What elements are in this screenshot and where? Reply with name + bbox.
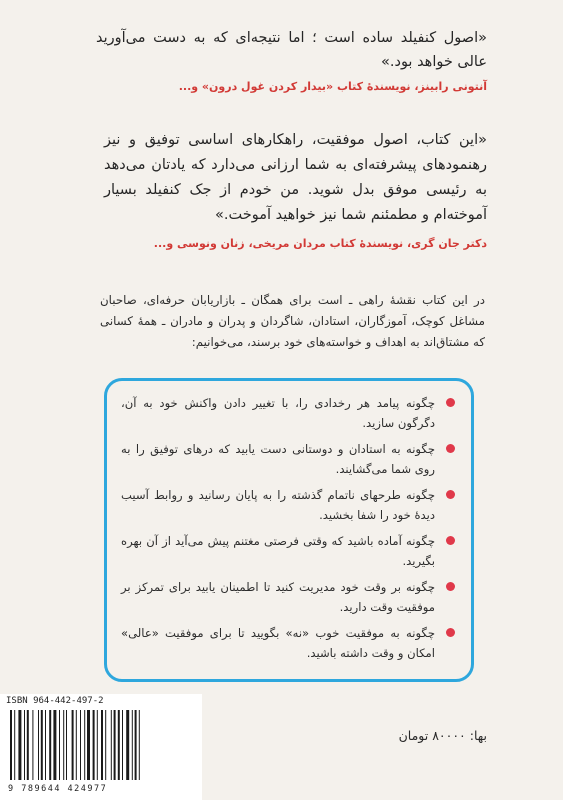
isbn-label: ISBN 964-442-497-2 (6, 696, 104, 706)
barcode-bar (93, 710, 95, 780)
barcode-bar (59, 710, 60, 780)
attribution-robbins: آنتونی رابینز، نویسندهٔ کتاب «بیدار کردن غول درون» و... (178, 80, 487, 93)
barcode-bar (132, 710, 133, 780)
benefit-item (121, 623, 455, 663)
barcode-panel (0, 694, 202, 800)
benefit-item (121, 439, 455, 479)
barcode-bar (10, 710, 12, 780)
barcode-number: 9 789644 424977 (8, 784, 108, 794)
barcode-bar (114, 710, 116, 780)
bullet-dot-icon (446, 628, 455, 637)
price-label: بها: ۸۰۰۰۰ تومان (398, 728, 487, 743)
barcode-bar (76, 710, 77, 780)
benefit-text: چگونه به استادان و دوستانی دست یابید که درهای توفیق را به روی شما می‌گشایند. (121, 442, 435, 476)
benefits-list (121, 393, 455, 669)
benefit-item (121, 393, 455, 433)
benefit-item (121, 577, 455, 617)
quote-robbins: «اصول کنفیلد ساده است ؛ اما نتیجه‌ای که به دست می‌آورید عالی خواهد بود.» (96, 30, 487, 70)
barcode-bar (53, 710, 56, 780)
barcode-bar (139, 710, 140, 780)
barcode-bar (45, 710, 46, 780)
barcode-bar (118, 710, 120, 780)
barcode-bar (105, 710, 106, 780)
barcode-bar (66, 710, 67, 780)
benefit-text: چگونه آماده باشید که وقتی فرصتی مغتنم پیش می‌آید از آن بهره بگیرید. (121, 534, 435, 568)
barcode-bar (24, 710, 25, 780)
barcode-bar (122, 710, 123, 780)
attribution-gray: دکتر جان گری، نویسندهٔ کتاب مردان مریخی، زنان ونوسی و... (153, 237, 487, 250)
barcode-bar (18, 710, 21, 780)
barcode-bar (32, 710, 33, 780)
benefit-text: چگونه پیامد هر رخدادی را، با تغییر دادن واکنش خود به آن، دگرگون سازید. (121, 396, 435, 430)
barcode-bar (101, 710, 103, 780)
barcode-bar (135, 710, 137, 780)
barcode-bar (80, 710, 81, 780)
benefit-text: چگونه طرحهای ناتمام گذشته را به پایان رسانید و روابط آسیب دیدهٔ خود را شفا بخشید. (121, 488, 435, 522)
quote-gray: «این کتاب، اصول موفقیت، راهکارهای اساسی توفیق و نیز رهنمودهای پیشرفته‌ای به شما ارزانی می‌دارد که یادتان می‌دهد به رئیسی موفق بدل شوید. من خودم از جک کنفیلد بسیار آموخته‌ام و مطمئنم شما نیز خواهید آموخت.» (104, 132, 487, 223)
barcode-bar (14, 710, 15, 780)
barcode-bar (126, 710, 129, 780)
bullet-dot-icon (446, 490, 455, 499)
barcode-bar (111, 710, 112, 780)
barcode-bar (72, 710, 74, 780)
benefit-item (121, 485, 455, 525)
barcode-bar (49, 710, 51, 780)
barcode-bar (27, 710, 29, 780)
barcode-bar (63, 710, 64, 780)
benefit-text: چگونه بر وقت خود مدیریت کنید تا اطمینان یابید برای تمرکز بر موفقیت وقت دارید. (121, 580, 435, 614)
bullet-dot-icon (446, 536, 455, 545)
bullet-dot-icon (446, 582, 455, 591)
barcode-bar (41, 710, 43, 780)
intro-paragraph: در این کتاب نقشهٔ راهی ـ است برای همگان ـ بازاریابان حرفه‌ای، صاحبان مشاغل کوچک، آموزگاران، استادان، شاگردان و پدران و مادران ـ همهٔ کسانی که مشتاق‌اند به اهداف و خواسته‌های خود برسند، می‌خوانیم: (100, 293, 485, 349)
bullet-dot-icon (446, 444, 455, 453)
benefit-text: چگونه به موفقیت خوب «نه» بگویید تا برای موفقیت «عالی» امکان و وقت داشته باشید. (121, 626, 435, 660)
barcode-bar (97, 710, 98, 780)
barcode-bar (84, 710, 85, 780)
benefit-item (121, 531, 455, 571)
barcode-icon (8, 710, 194, 782)
benefits-box (104, 378, 474, 682)
barcode-bar (38, 710, 39, 780)
barcode-bar (87, 710, 90, 780)
bullet-dot-icon (446, 398, 455, 407)
